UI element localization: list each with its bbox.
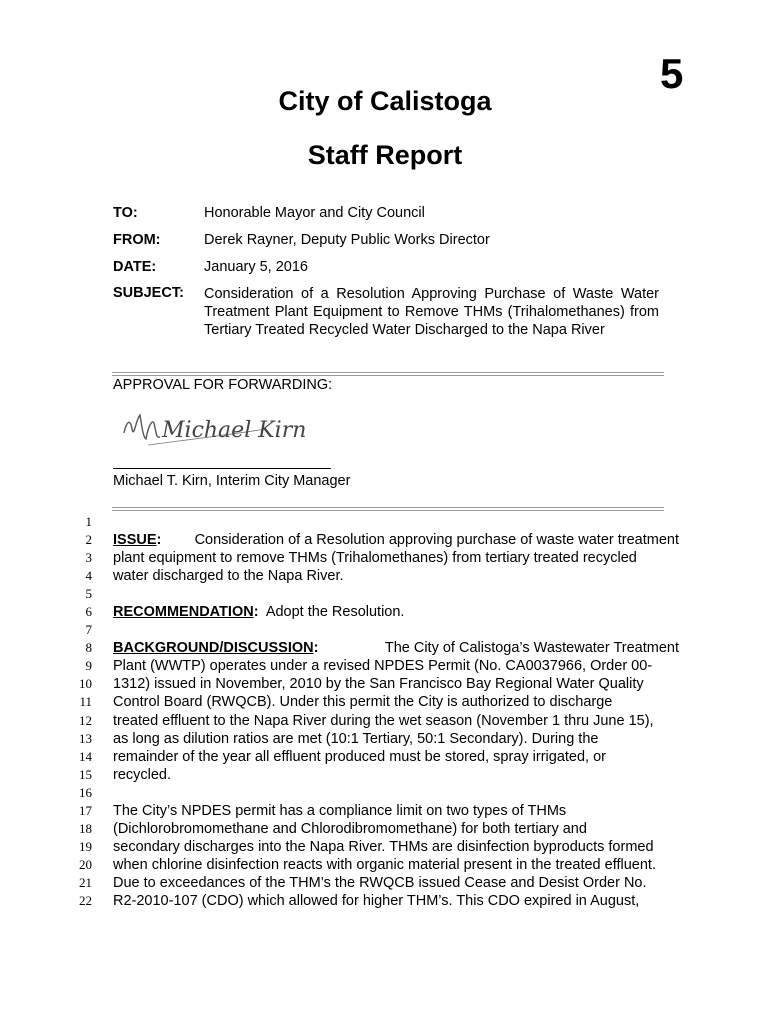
background-line: Control Board (RWQCB). Under this permit the City is authorized to discharge [113,694,613,711]
line-number: 11 [79,694,92,710]
date-value: January 5, 2016 [204,259,308,275]
recommendation-text: Adopt the Resolution. [265,604,405,621]
discussion-line: (Dichlorobromomethane and Chlorodibromomethane) for both tertiary and [113,820,587,837]
to-label: TO: [113,205,138,221]
recommendation-label: RECOMMENDATION [113,604,254,621]
discussion-line: Due to exceedances of the THM’s the RWQCB issued Cease and Desist Order No. [113,874,647,891]
date-label: DATE: [113,259,157,275]
approval-heading: APPROVAL FOR FORWARDING: [113,377,333,393]
blank-line [113,784,679,802]
to-value: Honorable Mayor and City Council [204,205,425,221]
signature-image [118,405,307,453]
recommendation-line: RECOMMENDATION: Adopt the Resolution. [113,604,405,621]
svg-text:Michael Kirn: Michael Kirn [162,418,307,443]
blank-line [113,621,679,639]
line-number: 5 [85,586,92,602]
discussion-line: R2-2010-107 (CDO) which allowed for higher THM’s. This CDO expired in August, [113,892,640,909]
doc-title: Staff Report [307,140,463,170]
issue-line: ISSUE: Consideration of a Resolution approving purchase of waste water treatment [113,532,679,549]
divider-bottom [112,507,664,511]
from-label: FROM: [113,232,161,248]
line-number: 8 [85,640,92,656]
background-line: treated effluent to the Napa River during the wet season (November 1 thru June 15), [113,712,654,729]
discussion-line: The City’s NPDES permit has a compliance limit on two types of THMs [113,802,567,819]
background-line: BACKGROUND/DISCUSSION: The City of Calistoga’s Wastewater Treatment [113,640,679,657]
line-number: 9 [85,658,92,674]
page-number: 5 [660,50,684,97]
line-number: 13 [79,730,92,746]
line-numbers [40,513,92,910]
discussion-line: when chlorine disinfection reacts with organic material present in the treated effluent. [113,856,656,873]
line-number: 18 [79,820,92,836]
line-number: 6 [85,604,92,620]
background-line: Plant (WWTP) operates under a revised NPDES Permit (No. CA0037966, Order 00- [113,658,653,675]
issue-label: ISSUE [113,532,157,549]
line-number: 7 [85,622,92,638]
divider-top [112,372,664,376]
subject-value: Consideration of a Resolution Approving Purchase of Waste Water Treatment Plant Equipment to Remove THMs (Trihalomethanes) from Tertiary Treated Recycled Water Discharged to the Napa River [204,286,659,338]
line-number: 15 [79,766,92,782]
background-line: as long as dilution ratios are met (10:1 Tertiary, 50:1 Secondary). During the [113,730,599,747]
signature-line [113,468,331,469]
line-number: 20 [79,856,92,872]
report-body [113,513,679,910]
line-number: 22 [79,892,92,908]
issue-line: plant equipment to remove THMs (Trihalomethanes) from tertiary treated recycled [113,550,637,567]
line-number: 4 [85,568,92,584]
line-number: 3 [85,550,92,566]
background-line: 1312) issued in November, 2010 by the San Francisco Bay Regional Water Quality [113,676,644,693]
background-line: recycled. [113,766,172,783]
line-number: 12 [79,712,92,728]
line-number: 14 [79,748,92,764]
subject-label: SUBJECT: [113,285,184,301]
background-label: BACKGROUND/DISCUSSION [113,640,314,657]
issue-text: Consideration of a Resolution approving purchase of waste water treatment [194,532,679,549]
signer-name: Michael T. Kirn, Interim City Manager [113,473,351,489]
line-number: 2 [85,532,92,548]
background-text: The City of Calistoga’s Wastewater Treatment [384,640,679,657]
line-number: 21 [79,874,92,890]
line-number: 19 [79,838,92,854]
line-number: 1 [85,514,92,529]
issue-line: water discharged to the Napa River. [113,568,344,585]
line-number: 17 [79,802,92,818]
discussion-line: secondary discharges into the Napa River. THMs are disinfection byproducts formed [113,838,654,855]
blank-line [113,585,679,603]
line-number: 10 [79,676,92,692]
from-value: Derek Rayner, Deputy Public Works Director [204,232,490,248]
line-number: 16 [79,784,92,800]
org-title: City of Calistoga [278,86,492,116]
blank-line [113,513,679,531]
background-line: remainder of the year all effluent produced must be stored, spray irrigated, or [113,748,606,765]
